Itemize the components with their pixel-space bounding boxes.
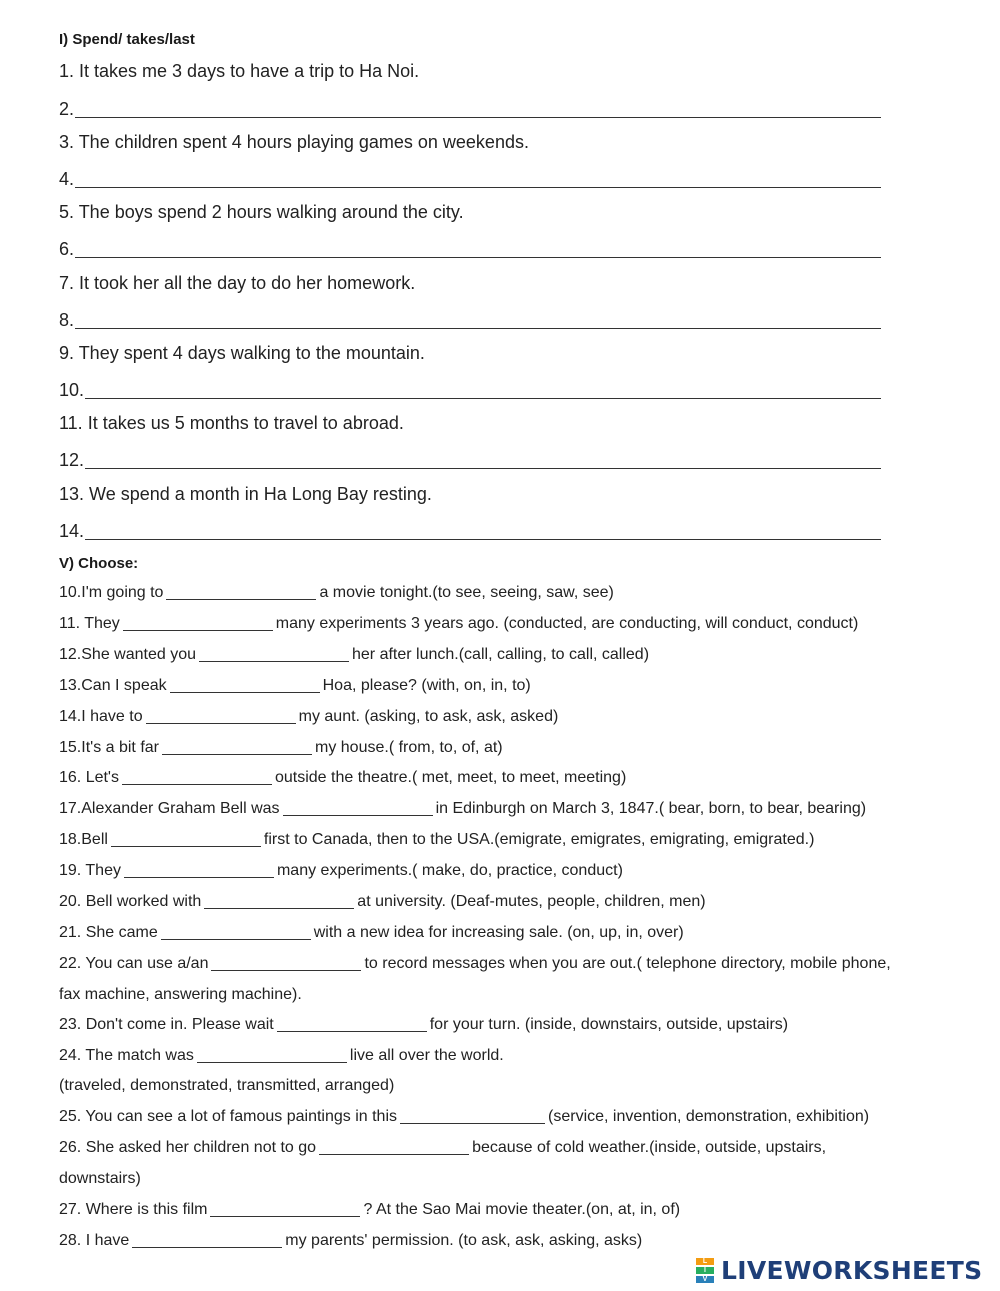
question-continuation: fax machine, answering machine). [59, 986, 302, 1003]
question-options: Hoa, please? (with, on, in, to) [322, 677, 531, 694]
answer-blank[interactable] [204, 892, 354, 909]
question-item [59, 861, 623, 881]
answer-blank[interactable] [161, 923, 311, 940]
logo-stripe: L [696, 1258, 714, 1265]
answer-input[interactable] [75, 165, 881, 188]
question-text: 26. She asked her children not to go [59, 1139, 317, 1156]
answer-blank[interactable] [111, 830, 261, 847]
question-options: in Edinburgh on March 3, 1847.( bear, born, to bear, bearing) [435, 800, 867, 817]
question-item [59, 923, 684, 943]
question-item [59, 707, 558, 727]
answer-row [59, 94, 881, 120]
answer-number: 4. [59, 169, 75, 189]
question-text: 27. Where is this film [59, 1201, 208, 1218]
question-item [59, 676, 531, 696]
answer-blank[interactable] [197, 1046, 347, 1063]
answer-blank[interactable] [122, 768, 272, 785]
question-item [59, 954, 891, 974]
question-options: ? At the Sao Mai movie theater.(on, at, in, of) [363, 1201, 681, 1218]
question-text: 17.Alexander Graham Bell was [59, 800, 280, 817]
exercise-sentence: 9. They spent 4 days walking to the mountain. [59, 343, 425, 363]
answer-number: 12. [59, 450, 85, 470]
question-item [59, 892, 706, 912]
answer-blank[interactable] [211, 954, 361, 971]
question-text: 13.Can I speak [59, 677, 167, 694]
logo-stripe: I [696, 1267, 714, 1274]
question-options: live all over the world. [349, 1047, 504, 1064]
question-options: at university. (Deaf-mutes, people, children, men) [357, 893, 706, 910]
question-text: 12.She wanted you [59, 646, 196, 663]
answer-row [59, 164, 881, 190]
question-text: 14.I have to [59, 708, 143, 725]
exercise-sentence: 13. We spend a month in Ha Long Bay resting. [59, 484, 432, 504]
question-options: with a new idea for increasing sale. (on, up, in, over) [313, 924, 684, 941]
question-item [59, 1107, 869, 1127]
answer-number: 8. [59, 310, 75, 330]
answer-blank[interactable] [124, 861, 274, 878]
question-options: first to Canada, then to the USA.(emigrate, emigrates, emigrating, emigrated.) [263, 831, 815, 848]
question-text: 23. Don't come in. Please wait [59, 1016, 274, 1033]
question-item [59, 1015, 788, 1035]
answer-blank[interactable] [319, 1138, 469, 1155]
question-item [59, 1231, 642, 1251]
question-item [59, 830, 814, 850]
question-text: 16. Let's [59, 769, 119, 786]
answer-input[interactable] [75, 235, 881, 258]
question-item [59, 799, 866, 819]
question-item [59, 614, 858, 634]
question-text: 22. You can use a/an [59, 955, 209, 972]
question-options: many experiments.( make, do, practice, conduct) [276, 862, 623, 879]
liveworksheets-logo [696, 1253, 982, 1287]
answer-input[interactable] [85, 446, 881, 469]
question-options: a movie tonight.(to see, seeing, saw, see) [319, 584, 614, 601]
answer-blank[interactable] [283, 799, 433, 816]
answer-input[interactable] [85, 517, 881, 540]
question-text: 11. They [59, 615, 120, 632]
question-item [59, 645, 649, 665]
answer-blank[interactable] [123, 614, 273, 631]
answer-input[interactable] [85, 376, 881, 399]
question-options: because of cold weather.(inside, outside, upstairs, [472, 1139, 827, 1156]
logo-stripe: V [696, 1276, 714, 1283]
answer-number: 10. [59, 380, 85, 400]
question-options: my parents' permission. (to ask, ask, asking, asks) [285, 1232, 643, 1249]
answer-blank[interactable] [132, 1231, 282, 1248]
question-options: outside the theatre.( met, meet, to meet, meeting) [274, 769, 627, 786]
question-text: 10.I'm going to [59, 584, 164, 601]
question-text: 15.It's a bit far [59, 739, 159, 756]
question-text: 25. You can see a lot of famous paintings in this [59, 1108, 398, 1125]
exercise-sentence: 5. The boys spend 2 hours walking around the city. [59, 202, 464, 222]
answer-row [59, 305, 881, 331]
question-text: 20. Bell worked with [59, 893, 202, 910]
answer-row [59, 375, 881, 401]
exercise-sentence: 7. It took her all the day to do her homework. [59, 273, 416, 293]
answer-input[interactable] [75, 306, 881, 329]
answer-blank[interactable] [400, 1107, 545, 1124]
question-item [59, 583, 614, 603]
question-continuation: downstairs) [59, 1170, 141, 1187]
question-options: my aunt. (asking, to ask, ask, asked) [298, 708, 559, 725]
question-options: (service, invention, demonstration, exhibition) [548, 1108, 870, 1125]
answer-number: 14. [59, 521, 85, 541]
answer-blank[interactable] [146, 707, 296, 724]
exercise-sentence: 3. The children spent 4 hours playing games on weekends. [59, 132, 529, 152]
answer-number: 6. [59, 239, 75, 259]
logo-text: LIVEWORKSHEETS [721, 1255, 983, 1285]
section-heading-spend-takes-last: I) Spend/ takes/last [59, 31, 195, 48]
question-continuation: (traveled, demonstrated, transmitted, arranged) [59, 1077, 395, 1094]
question-options: to record messages when you are out.( telephone directory, mobile phone, [364, 955, 891, 972]
liveworksheets-logo-icon [696, 1257, 718, 1284]
answer-blank[interactable] [199, 645, 349, 662]
section-heading-choose: V) Choose: [59, 555, 139, 572]
answer-input[interactable] [75, 95, 881, 118]
question-item [59, 768, 626, 788]
answer-number: 2. [59, 99, 75, 119]
answer-row [59, 516, 881, 542]
question-item [59, 1046, 504, 1066]
answer-row [59, 234, 881, 260]
question-options: her after lunch.(call, calling, to call, called) [352, 646, 650, 663]
question-item [59, 738, 503, 758]
answer-blank[interactable] [170, 676, 320, 693]
question-item [59, 1200, 680, 1220]
answer-blank[interactable] [210, 1200, 360, 1217]
question-options: for your turn. (inside, downstairs, outside, upstairs) [429, 1016, 789, 1033]
question-text: 21. She came [59, 924, 158, 941]
exercise-sentence: 11. It takes us 5 months to travel to abroad. [59, 413, 404, 433]
answer-blank[interactable] [166, 583, 316, 600]
question-text: 19. They [59, 862, 121, 879]
question-options: my house.( from, to, of, at) [315, 739, 503, 756]
answer-blank[interactable] [162, 738, 312, 755]
question-text: 18.Bell [59, 831, 108, 848]
question-text: 28. I have [59, 1232, 130, 1249]
question-text: 24. The match was [59, 1047, 194, 1064]
question-options: many experiments 3 years ago. (conducted, are conducting, will conduct, conduct) [275, 615, 859, 632]
exercise-sentence: 1. It takes me 3 days to have a trip to Ha Noi. [59, 61, 420, 81]
answer-blank[interactable] [277, 1015, 427, 1032]
question-item [59, 1138, 826, 1158]
answer-row [59, 445, 881, 471]
